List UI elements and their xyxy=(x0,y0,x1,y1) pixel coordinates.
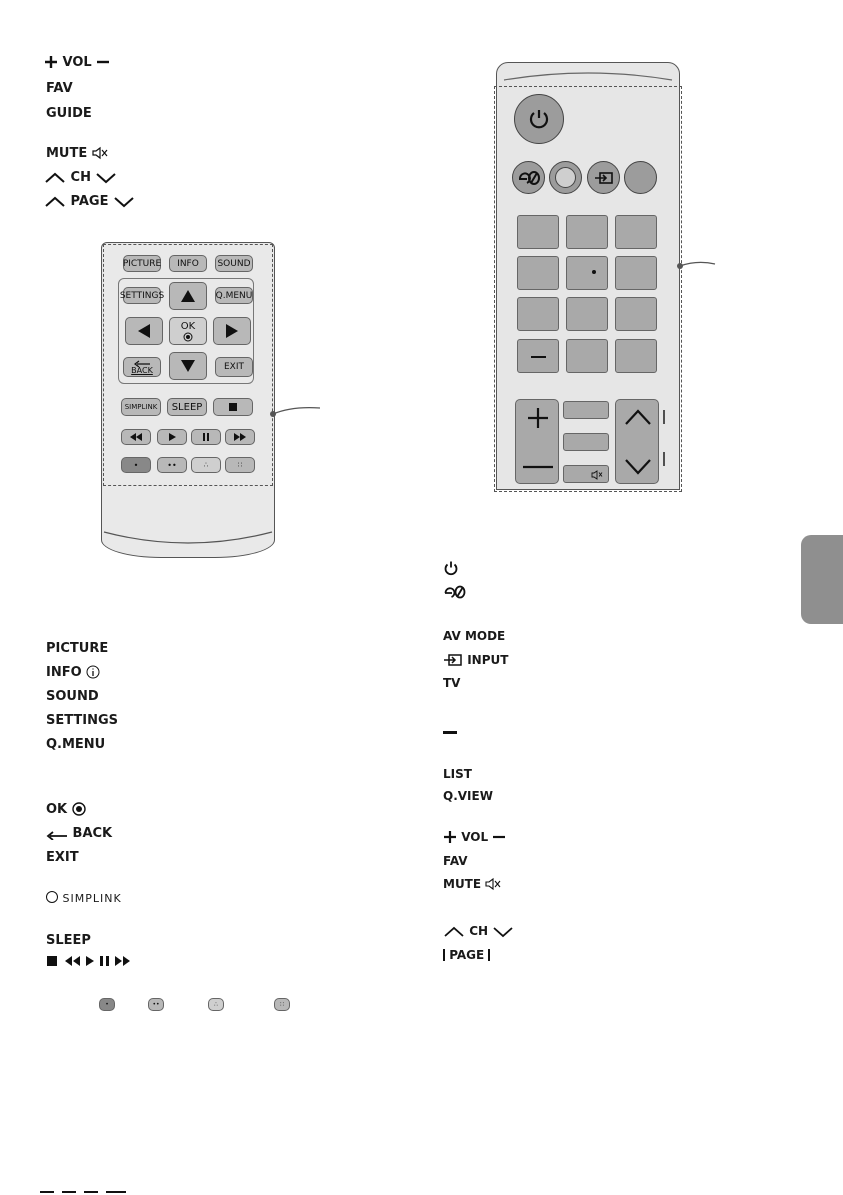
fast-forward-icon xyxy=(233,433,247,441)
color-swatch-2: •• xyxy=(148,998,164,1011)
channel-rocker xyxy=(615,399,659,484)
simplink-label: SIMPLINK xyxy=(46,891,122,907)
minus-icon xyxy=(522,464,554,470)
arrow-down-icon xyxy=(180,359,196,373)
chevron-down-icon xyxy=(113,196,135,208)
chevron-up-icon xyxy=(44,172,66,184)
av-mode-key xyxy=(549,161,582,194)
color-key-1: • xyxy=(121,457,151,473)
remote-top-curve xyxy=(496,62,680,86)
up-key xyxy=(169,282,207,310)
color-swatch-1: • xyxy=(99,998,115,1011)
mute-icon xyxy=(591,469,603,480)
page-mark-icon xyxy=(488,949,490,961)
color-swatch-4: ∷ xyxy=(274,998,290,1011)
mute-icon xyxy=(92,146,108,160)
number-key xyxy=(615,256,657,290)
number-key xyxy=(566,297,608,331)
av-mode-label: AV MODE xyxy=(443,629,506,643)
rewind-icon xyxy=(129,433,143,441)
fav-key xyxy=(563,401,609,419)
number-key xyxy=(566,256,608,290)
remote-bottom-curve xyxy=(102,528,274,558)
rewind-key xyxy=(121,429,151,445)
tactile-dot xyxy=(592,270,596,274)
power-icon xyxy=(527,107,551,131)
page-marks xyxy=(661,408,667,468)
mute-key xyxy=(563,465,609,483)
input-icon xyxy=(594,170,614,186)
chevron-up-icon xyxy=(443,926,465,938)
picture-key: PICTURE xyxy=(123,255,161,272)
minus-icon xyxy=(492,830,506,844)
color-key-3: ∴ xyxy=(191,457,221,473)
input-label: INPUT xyxy=(443,652,508,668)
stop-icon xyxy=(229,403,237,411)
number-key xyxy=(566,339,608,373)
vol-label-right: VOL xyxy=(443,829,506,845)
down-key xyxy=(169,352,207,380)
play-icon xyxy=(168,433,176,441)
page-label: PAGE xyxy=(44,194,135,210)
chevron-down-icon xyxy=(95,172,117,184)
power-icon xyxy=(443,560,459,576)
crop-marks xyxy=(40,1189,130,1195)
fast-forward-key xyxy=(225,429,255,445)
media-controls-label xyxy=(46,953,132,969)
number-key xyxy=(517,256,559,290)
settings-key: SETTINGS xyxy=(123,287,161,304)
info-icon xyxy=(86,665,100,679)
back-arrow-icon xyxy=(46,830,68,840)
back-label: BACK xyxy=(46,826,112,842)
dash-key xyxy=(517,339,559,373)
page-mark-icon xyxy=(443,949,445,961)
power-key xyxy=(514,94,564,144)
play-key xyxy=(157,429,187,445)
simplink-logo-icon xyxy=(46,891,58,903)
exit-label: EXIT xyxy=(46,850,79,865)
power-label xyxy=(443,560,459,578)
energy-saving-label xyxy=(443,584,467,602)
back-key: BACK xyxy=(123,357,161,377)
mute-label-right: MUTE xyxy=(443,876,501,892)
plus-icon xyxy=(44,55,58,69)
dash-icon xyxy=(531,356,546,358)
settings-label: SETTINGS xyxy=(46,713,119,728)
mute-label: MUTE xyxy=(46,146,108,162)
energy-saving-icon xyxy=(443,584,467,600)
vol-label: VOL xyxy=(44,55,110,71)
number-key xyxy=(615,339,657,373)
chevron-up-icon xyxy=(623,408,653,426)
energy-saving-key xyxy=(512,161,545,194)
qmenu-label: Q.MENU xyxy=(46,737,106,752)
exit-key: EXIT xyxy=(215,357,253,377)
info-label: INFO xyxy=(46,665,100,681)
arrow-right-icon xyxy=(225,323,239,339)
chevron-down-icon xyxy=(492,926,514,938)
info-key: INFO xyxy=(169,255,207,272)
number-key xyxy=(566,215,608,249)
chevron-down-icon xyxy=(623,458,653,476)
page-label-right: PAGE xyxy=(443,947,490,963)
media-controls-icons xyxy=(46,955,132,967)
sound-key: SOUND xyxy=(215,255,253,272)
volume-rocker xyxy=(515,399,559,484)
color-key-2: •• xyxy=(157,457,187,473)
fav-label-right: FAV xyxy=(443,854,468,868)
ok-circle-icon xyxy=(72,802,86,816)
tv-key xyxy=(624,161,657,194)
color-swatch-3: ∴ xyxy=(208,998,224,1011)
color-key-4: ∷ xyxy=(225,457,255,473)
number-key xyxy=(517,215,559,249)
plus-icon xyxy=(526,406,550,430)
minus-icon xyxy=(96,55,110,69)
av-mode-inner-circle xyxy=(555,167,576,188)
input-key xyxy=(587,161,620,194)
mute-icon xyxy=(485,877,501,891)
arrow-up-icon xyxy=(180,289,196,303)
list-key xyxy=(563,433,609,451)
left-key xyxy=(125,317,163,345)
list-label: LIST xyxy=(443,767,472,781)
sound-label: SOUND xyxy=(46,689,99,704)
leader-line xyxy=(679,258,719,274)
right-key xyxy=(213,317,251,345)
dash-label xyxy=(443,731,457,734)
ch-label-right: CH xyxy=(443,923,514,939)
picture-label: PICTURE xyxy=(46,641,109,656)
number-key xyxy=(615,297,657,331)
side-language-tab xyxy=(801,535,843,624)
chevron-up-icon xyxy=(44,196,66,208)
sleep-label: SLEEP xyxy=(46,933,91,948)
fav-label: FAV xyxy=(46,81,73,96)
ok-circle-icon xyxy=(183,332,193,342)
number-key xyxy=(517,297,559,331)
guide-label: GUIDE xyxy=(46,106,92,121)
energy-saving-icon xyxy=(517,169,541,187)
tv-label: TV xyxy=(443,676,461,690)
qview-label: Q.VIEW xyxy=(443,789,493,803)
ok-key: OK xyxy=(169,317,207,345)
sleep-key: SLEEP xyxy=(167,398,207,416)
pause-key xyxy=(191,429,221,445)
number-key xyxy=(615,215,657,249)
arrow-left-icon xyxy=(137,323,151,339)
qmenu-key: Q.MENU xyxy=(215,287,253,304)
pause-icon xyxy=(202,433,210,441)
leader-line xyxy=(272,404,322,420)
ok-label: OK xyxy=(46,802,86,818)
stop-key xyxy=(213,398,253,416)
plus-icon xyxy=(443,830,457,844)
ch-label: CH xyxy=(44,170,117,186)
input-icon xyxy=(443,653,463,667)
simplink-key: SIMPLINK xyxy=(121,398,161,416)
